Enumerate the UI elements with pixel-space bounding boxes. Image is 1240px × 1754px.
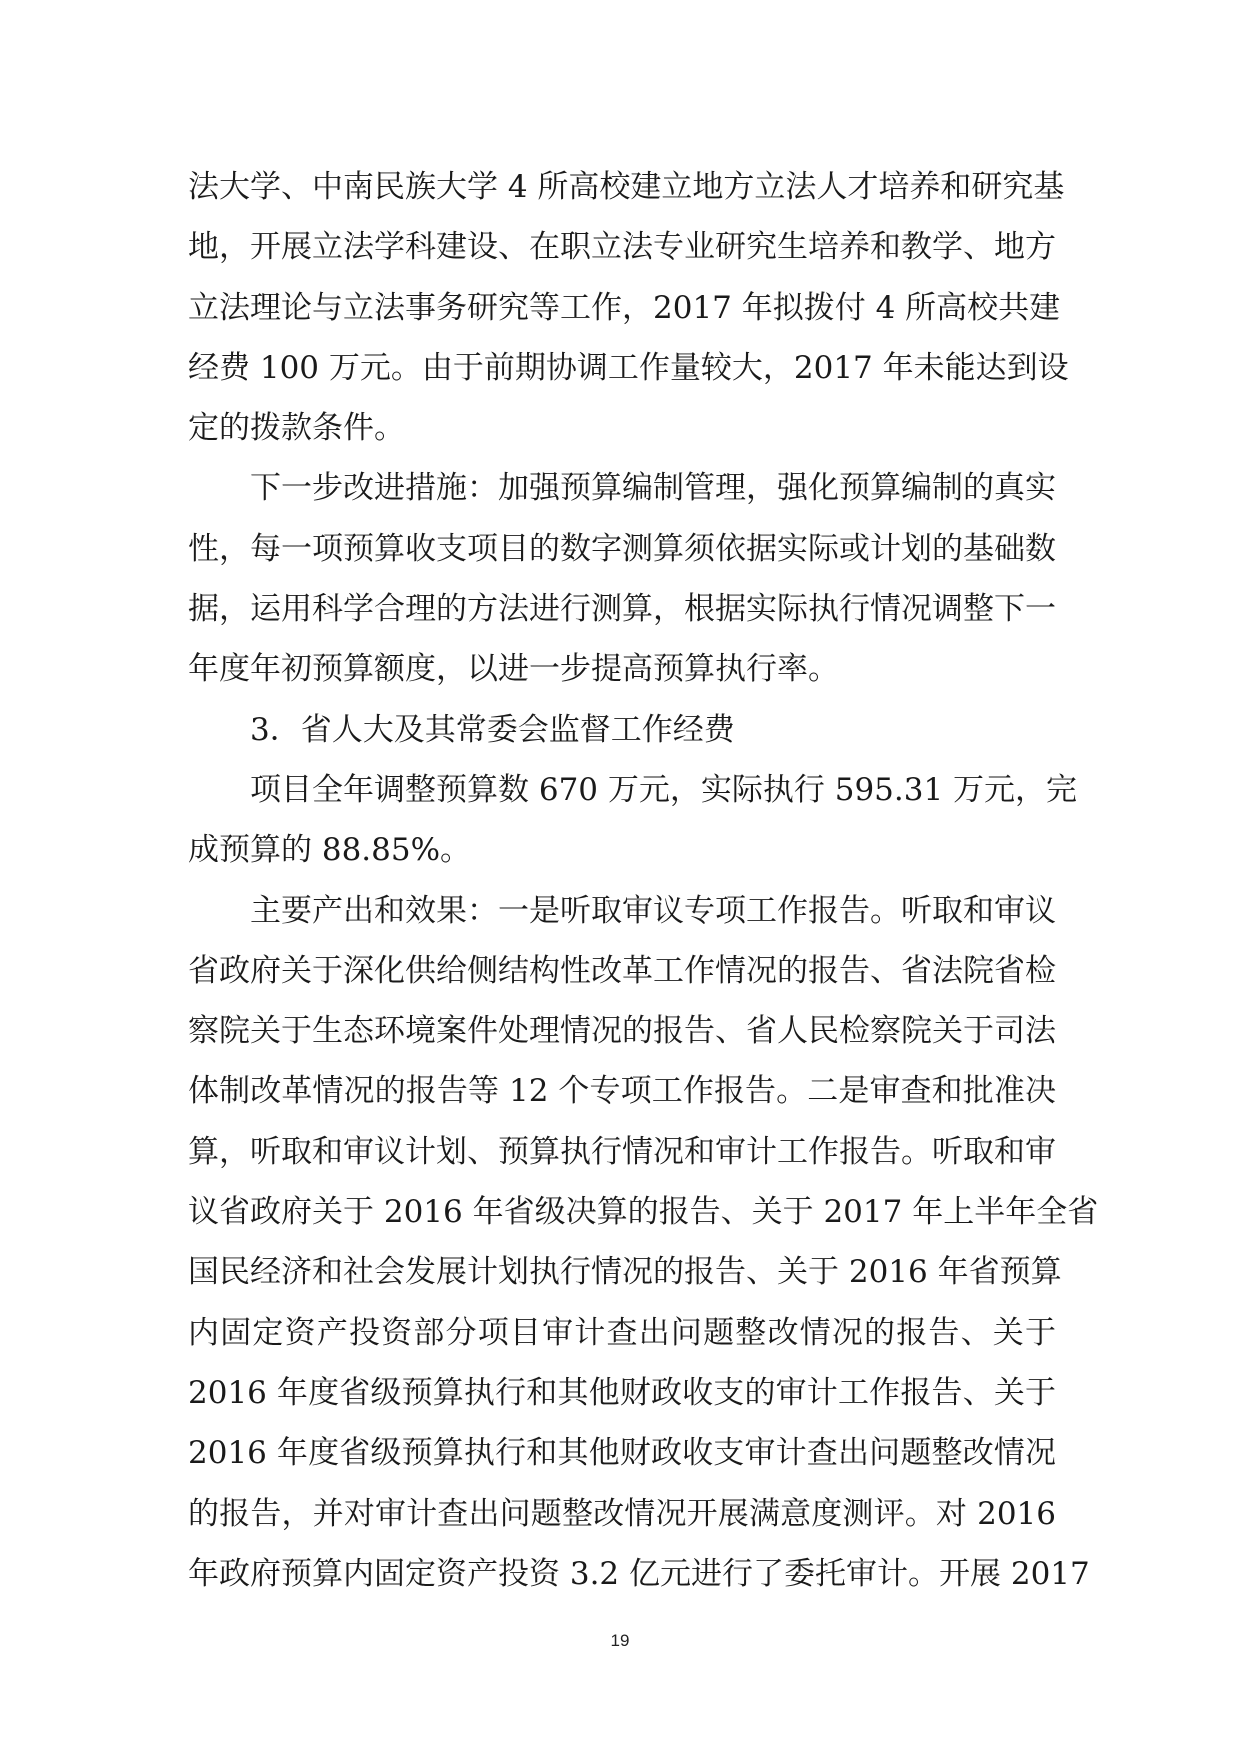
- text-line: 国民经济和社会发展计划执行情况的报告、关于 2016 年省预算: [188, 1254, 1062, 1291]
- text-line: 年政府预算内固定资产投资 3.2 亿元进行了委托审计。开展 2017: [188, 1555, 1090, 1592]
- text-line: 下一步改进措施：加强预算编制管理，强化预算编制的真实: [250, 470, 1056, 507]
- section-heading: 3．省人大及其常委会监督工作经费: [250, 711, 735, 748]
- text-line: 立法理论与立法事务研究等工作，2017 年拟拨付 4 所高校共建: [188, 289, 1061, 326]
- text-line: 算，听取和审议计划、预算执行情况和审计工作报告。听取和审: [188, 1133, 1056, 1170]
- page-number: 19: [610, 1631, 630, 1650]
- text-line: 年度年初预算额度，以进一步提高预算执行率。: [188, 651, 839, 688]
- text-line: 地，开展立法学科建设、在职立法专业研究生培养和教学、地方: [188, 229, 1056, 266]
- text-line: 2016 年度省级预算执行和其他财政收支审计查出问题整改情况: [188, 1435, 1056, 1472]
- text-line: 主要产出和效果：一是听取审议专项工作报告。听取和审议: [250, 892, 1056, 929]
- text-line: 的报告，并对审计查出问题整改情况开展满意度测评。对 2016: [188, 1495, 1056, 1532]
- text-line: 议省政府关于 2016 年省级决算的报告、关于 2017 年上半年全省: [188, 1194, 1099, 1231]
- text-line: 2016 年度省级预算执行和其他财政收支的审计工作报告、关于: [188, 1374, 1056, 1411]
- text-line: 成预算的 88.85%。: [188, 832, 472, 869]
- text-line: 项目全年调整预算数 670 万元，实际执行 595.31 万元，完: [250, 771, 1078, 808]
- text-line: 体制改革情况的报告等 12 个专项工作报告。二是审查和批准决: [188, 1073, 1056, 1110]
- text-line: 据，运用科学合理的方法进行测算，根据实际执行情况调整下一: [188, 591, 1056, 628]
- text-line: 省政府关于深化供给侧结构性改革工作情况的报告、省法院省检: [188, 952, 1056, 989]
- text-line: 定的拨款条件。: [188, 410, 405, 447]
- text-line: 内固定资产投资部分项目审计查出问题整改情况的报告、关于: [188, 1314, 1056, 1351]
- body-text: [188, 157, 1099, 1604]
- text-line: 法大学、中南民族大学 4 所高校建立地方立法人才培养和研究基: [188, 169, 1065, 205]
- text-line: 性，每一项预算收支项目的数字测算须依据实际或计划的基础数: [188, 530, 1056, 567]
- text-line: 经费 100 万元。由于前期协调工作量较大，2017 年未能达到设: [188, 349, 1069, 386]
- text-line: 察院关于生态环境案件处理情况的报告、省人民检察院关于司法: [188, 1013, 1056, 1050]
